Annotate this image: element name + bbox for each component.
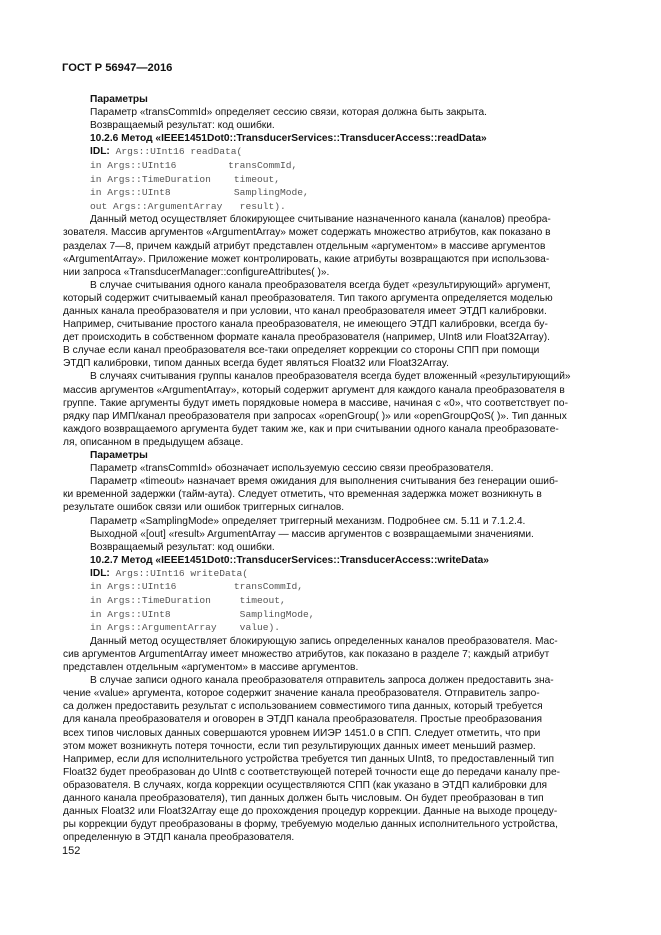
- text-line: этом может возникнуть потеря точности, если тип результирующих данных имеет меньший размер.: [63, 740, 536, 752]
- text-line: ля, описанном в предыдущем абзаце.: [63, 436, 244, 448]
- text-line: Параметр «timeout» назначает время ожидания для выполнения считывания без генерации ошиб-: [90, 476, 559, 488]
- paragraph: Параметр «transCommId» определяет сессию связи, которая должна быть закрыта.: [90, 107, 487, 119]
- text-line: определенную в ЭТДП канала преобразователя.: [63, 832, 295, 844]
- idl-label: IDL:: [90, 146, 110, 158]
- text-line: массив аргументов «ArgumentArray», который содержит аргумент для каждого канала преобразователя в: [63, 384, 565, 396]
- text-line: дет происходить в собственном формате канала преобразователя (например, UInt8 или Float32Array).: [63, 332, 550, 344]
- text-line: чение «value» аргумента, которое содержит значение канала преобразователя. Отправитель запро-: [63, 688, 540, 700]
- text-line: Параметр «transCommId» обозначает используемую сессию связи преобразователя.: [90, 463, 494, 475]
- text-line: данного канала преобразователя), тип данных должен быть числовым. Он будет преобразован в тип: [63, 792, 544, 804]
- text-line: рядку пар ИМП/канал преобразователя при запросах «openGroup( )» или «openGroupQoS( )». Тип данных: [63, 410, 567, 422]
- text-line: ки временной задержки (тайм-аута). Следует отметить, что временная задержка может возникнуть в: [63, 489, 542, 501]
- text-line: Данный метод осуществляет блокирующее считывание назначенного канала (каналов) преобра-: [90, 214, 551, 226]
- text-line: сив аргументов ArgumentArray имеет множество атрибутов, как показано в разделе 7; каждый атрибут: [63, 648, 550, 660]
- text-line: В случае считывания одного канала преобразователя всегда будет «результирующий» аргумент,: [90, 279, 551, 291]
- text-line: Float32 будет преобразован до UInt8 с соответствующей потерей точности еще до передачи каналу пре-: [63, 766, 561, 778]
- text-line: ры коррекции будут преобразованы в форму, требуемую моделью данных исполнительного устройства,: [63, 819, 558, 831]
- text-line: Возвращаемый результат: код ошибки.: [90, 541, 275, 553]
- idl-param-line: out Args::ArgumentArray result).: [90, 200, 286, 212]
- readdata-description: [63, 213, 598, 553]
- idl-block-writedata: [90, 567, 598, 635]
- text-line: Например, если для исполнительного устройства требуется тип данных UInt8, то предоставленный тип: [63, 753, 555, 765]
- params-heading: Параметры: [90, 94, 148, 105]
- idl-signature: Args::UInt16 readData(: [109, 146, 243, 158]
- idl-param-line: in Args::TimeDuration timeout,: [90, 173, 280, 185]
- text-line: Данный метод осуществляет блокирующую запись определенных каналов преобразователя. Мас-: [90, 635, 558, 647]
- text-line: са должен предоставить результат с использованием совместимого типа данных, который требуется: [63, 701, 543, 713]
- text-line: Например, считывание простого канала преобразователя, не имеющего ЭТДП калибровки, всегда бу-: [63, 319, 548, 331]
- text-line: В случаях считывания группы каналов преобразователя всегда будет вложенный «результирующий»: [90, 371, 571, 383]
- idl-param-line: in Args::UInt8 SamplingMode,: [90, 187, 309, 199]
- text-line: нии запроса «TransducerManager::configureAttributes( )».: [63, 266, 330, 278]
- section-heading-writedata: 10.2.7 Метод «IEEE1451Dot0::TransducerServices::TransducerAccess::writeData»: [90, 554, 489, 566]
- idl-label: IDL:: [90, 567, 110, 579]
- idl-param-line: in Args::TimeDuration timeout,: [90, 595, 286, 607]
- params-heading: Параметры: [90, 450, 148, 462]
- text-line: результате ошибок связи или ошибок триггерных сигналов.: [63, 502, 345, 514]
- text-line: образователя. В случаях, когда коррекции осуществляются СПП (как указано в ЭТДП калибровки для: [63, 779, 548, 791]
- text-line: Выходной «[out] «result» ArgumentArray — массив аргументов с возвращаемыми значениями.: [90, 528, 534, 540]
- text-line: данных канала преобразователя и при условии, что канал преобразователя имеет ЭТДП калибровки.: [63, 306, 547, 317]
- text-line: группе. Такие аргументы будут иметь порядковые номера в массиве, начиная с «0», что соответствует по-: [63, 397, 568, 409]
- text-line: зователя. Массив аргументов «ArgumentArray» может содержать множество атрибутов, как показано в: [63, 227, 551, 239]
- idl-param-line: in Args::UInt8 SamplingMode,: [90, 608, 315, 620]
- idl-block-readdata: [90, 145, 598, 213]
- paragraph: Возвращаемый результат: код ошибки.: [90, 120, 275, 132]
- section-heading-readdata: 10.2.6 Метод «IEEE1451Dot0::TransducerServices::TransducerAccess::readData»: [90, 133, 487, 145]
- idl-signature: Args::UInt16 writeData(: [109, 567, 248, 579]
- text-line: который содержит считываемый канал преобразователя. Тип такого аргумента определяется моделью: [63, 292, 553, 304]
- idl-param-line: in Args::UInt16 transCommId,: [90, 159, 298, 171]
- idl-param-line: in Args::ArgumentArray value).: [90, 622, 280, 634]
- text-line: В случае записи одного канала преобразователя отправитель запроса должен предоставить зна-: [90, 675, 554, 687]
- page-content: [63, 93, 598, 844]
- text-line: «ArgumentArray». Приложение может контролировать, какие атрибуты возвращаются при использова-: [63, 253, 550, 265]
- writedata-description: [63, 635, 598, 845]
- text-line: Параметр «SamplingMode» определяет триггерный механизм. Подробнее см. 5.11 и 7.1.2.4.: [90, 515, 526, 527]
- idl-param-line: in Args::UInt16 transCommId,: [90, 581, 304, 593]
- document-header: ГОСТ Р 56947—2016: [62, 62, 173, 74]
- text-line: представлен отдельным «аргументом» в массиве аргументов.: [63, 662, 359, 674]
- text-line: каждого возвращаемого аргумента будет таким же, как и при считывании одного канала преобразовате-: [63, 423, 559, 435]
- text-line: для канала преобразователя и оговорен в ЭТДП канала преобразователя. Простые преобразования: [63, 714, 543, 726]
- page-number: 152: [62, 845, 81, 857]
- text-line: разделах 7—8, причем каждый атрибут представлен отдельным «аргументом» в массиве аргументов: [63, 240, 546, 252]
- text-line: всех типов числовых данных совершаются уровнем ИИЭР 1451.0 в СПП. Следует отметить, что при: [63, 727, 541, 739]
- text-line: данных Float32 или Float32Array еще до прохождения процедур коррекции. Данные на выходе процеду-: [63, 806, 558, 818]
- text-line: ЭТДП калибровки, типом данных всегда будет являться Float32 или Float32Array.: [63, 358, 449, 370]
- text-line: В случае если канал преобразователя все-таки определяет коррекции со стороны СПП при помощи: [63, 345, 540, 357]
